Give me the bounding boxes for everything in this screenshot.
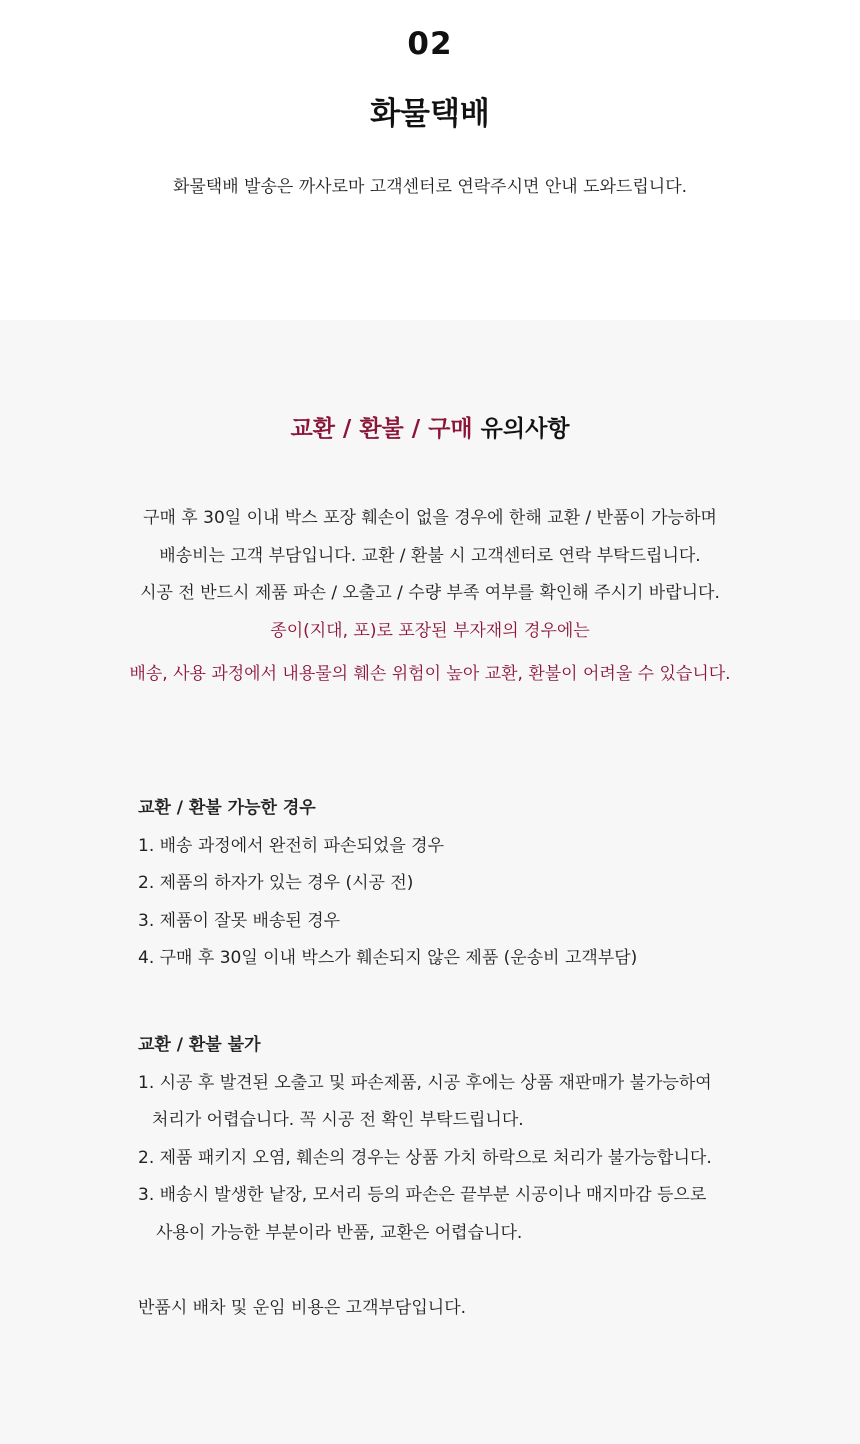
list-item: 1. 시공 후 발견된 오출고 및 파손제품, 시공 후에는 상품 재판매가 불가능하여 [138,1072,712,1093]
delivery-description: 화물택배 발송은 까사로마 고객센터로 연락주시면 안내 도와드립니다. [172,177,688,197]
list-item-continuation: 처리가 어렵습니다. 꼭 시공 전 확인 부탁드립니다. [152,1110,524,1130]
delivery-section [0,0,860,320]
notice-title-rest: 유의사항 [472,416,570,442]
list-item: 3. 배송시 발생한 낱장, 모서리 등의 파손은 끝부분 시공이나 매지마감 등으로 [138,1185,707,1205]
list-item: 2. 제품의 하자가 있는 경우 (시공 전) [138,873,414,893]
notice-line: 시공 전 반드시 제품 파손 / 오출고 / 수량 부족 여부를 확인해 주시기 바랍니다. [140,583,720,603]
notice-title-accent: 교환 / 환불 / 구매 [290,416,473,442]
notice-title [0,410,860,443]
notice-warning-line: 배송, 사용 과정에서 내용물의 훼손 위험이 높아 교환, 환불이 어려울 수 있습니다. [129,664,731,684]
possible-cases-heading: 교환 / 환불 가능한 경우 [138,798,316,818]
impossible-cases-heading: 교환 / 환불 불가 [138,1035,261,1055]
impossible-cases [138,1027,712,1252]
list-item: 2. 제품 패키지 오염, 훼손의 경우는 상품 가치 하락으로 처리가 불가능합니다. [138,1147,712,1168]
list-item: 1. 배송 과정에서 완전히 파손되었을 경우 [138,835,444,856]
notice-line: 구매 후 30일 이내 박스 포장 훼손이 없을 경우에 한해 교환 / 반품이 가능하며 [143,508,717,528]
delivery-title: 화물택배 [370,96,490,132]
step-number: 02 [407,26,453,62]
list-item: 4. 구매 후 30일 이내 박스가 훼손되지 않은 제품 (운송비 고객부담) [138,948,638,968]
list-item: 3. 제품이 잘못 배송된 경우 [138,910,341,931]
list-item-continuation: 사용이 가능한 부분이라 반품, 교환은 어렵습니다. [156,1222,523,1243]
possible-cases [138,790,637,978]
notice-line: 배송비는 고객 부담입니다. 교환 / 환불 시 고객센터로 연락 부탁드립니다. [159,545,701,566]
notice-section [0,320,860,1444]
closing-note: 반품시 배차 및 운임 비용은 고객부담입니다. [138,1298,467,1318]
notice-warning-line: 종이(지대, 포)로 포장된 부자재의 경우에는 [270,620,590,641]
notice-body [0,500,860,694]
